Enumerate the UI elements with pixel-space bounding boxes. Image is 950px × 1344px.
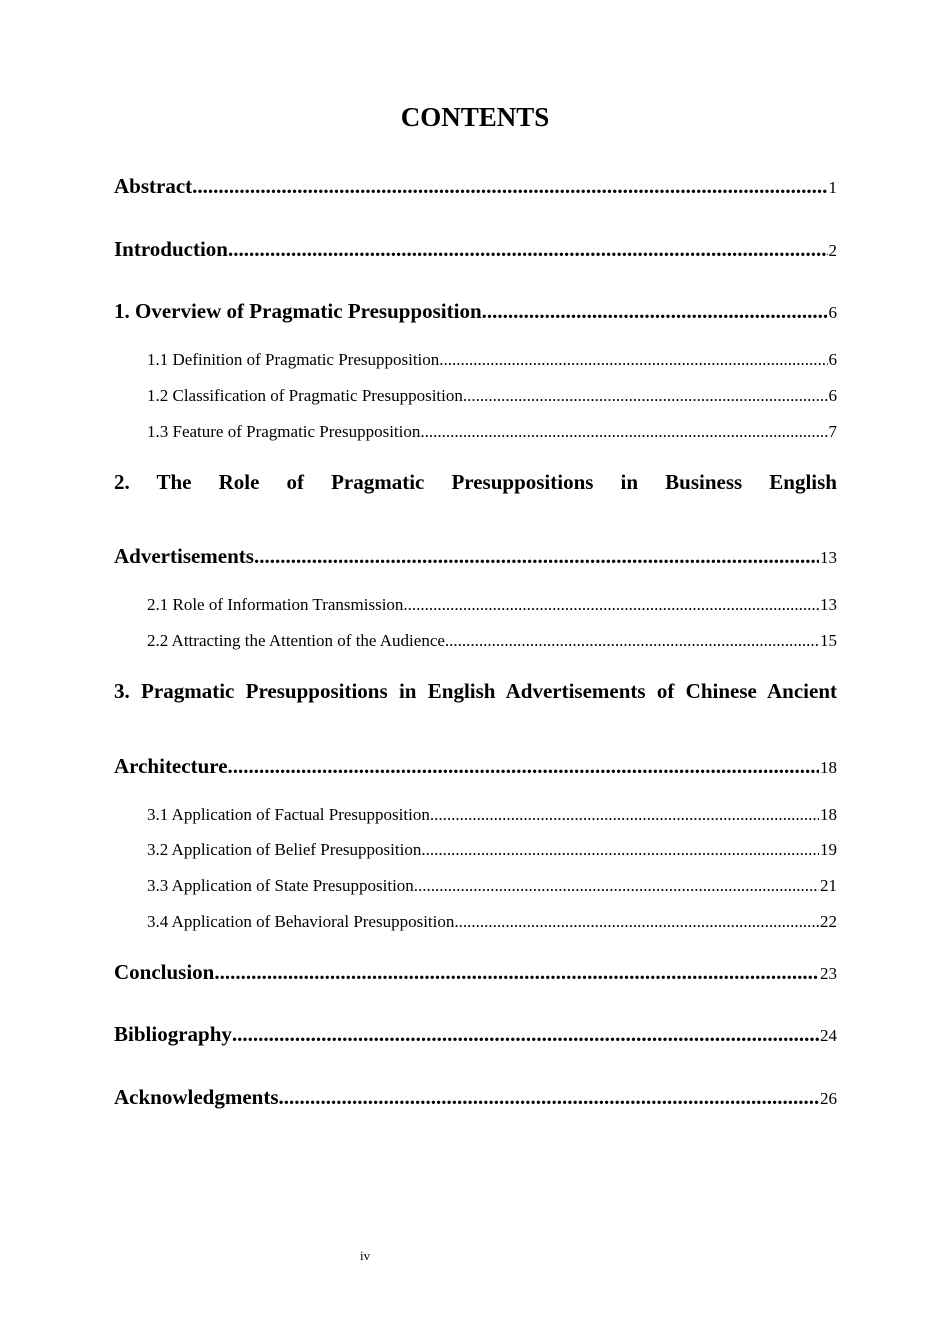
toc-page-number: 19 <box>820 840 837 859</box>
dot-leader <box>454 910 819 934</box>
page-title: CONTENTS <box>400 102 550 132</box>
toc-page-number: 2 <box>828 241 837 260</box>
toc-entry-chapter-1[interactable] <box>114 296 837 328</box>
toc-label: 1.3 Feature of Pragmatic Presupposition <box>147 422 421 441</box>
dot-leader <box>420 420 827 444</box>
dot-leader <box>279 1082 819 1112</box>
toc-entry-conclusion[interactable] <box>114 957 837 989</box>
toc-label: 3.4 Application of Behavioral Presupposition <box>147 912 455 931</box>
toc-label: 3.3 Application of State Presupposition <box>147 876 414 895</box>
toc-label: Conclusion <box>114 960 215 984</box>
toc-label: Bibliography <box>114 1022 232 1046</box>
toc-page-number: 21 <box>820 876 837 895</box>
toc-entry-section-1-1[interactable] <box>147 348 837 372</box>
toc-label: Architecture <box>114 754 228 778</box>
toc-entry-chapter-2-line1[interactable]: 2. The Role of Pragmatic Presuppositions in Business English <box>114 470 837 494</box>
toc-page-number: 13 <box>820 548 837 567</box>
toc-entry-section-2-1[interactable] <box>147 593 837 617</box>
toc-label: 2.1 Role of Information Transmission <box>147 595 404 614</box>
dot-leader <box>232 1019 819 1049</box>
toc-entry-section-1-3[interactable] <box>147 420 837 444</box>
toc-label: 1. Overview of Pragmatic Presupposition <box>114 299 482 323</box>
toc-label: 2.2 Attracting the Attention of the Audience <box>147 631 445 650</box>
toc-page-number: 1 <box>828 178 837 197</box>
dot-leader <box>414 874 819 898</box>
toc-page-number: 23 <box>820 964 837 983</box>
toc-entry-chapter-3-line1[interactable]: 3. Pragmatic Presuppositions in English Advertisements of Chinese Ancient <box>114 679 837 703</box>
toc-entry-section-3-2[interactable] <box>147 838 837 862</box>
toc-page-number: 24 <box>820 1026 837 1045</box>
toc-entry-chapter-3[interactable] <box>114 751 837 783</box>
toc-entry-section-3-4[interactable] <box>147 910 837 934</box>
toc-page-number: 26 <box>820 1089 837 1108</box>
toc-page-number: 18 <box>820 805 837 824</box>
toc-label: 1.1 Definition of Pragmatic Presupposition <box>147 350 440 369</box>
toc-page-number: 15 <box>820 631 837 650</box>
toc-entry-abstract[interactable] <box>114 171 837 203</box>
toc-page-number: 13 <box>820 595 837 614</box>
dot-leader <box>228 234 828 264</box>
dot-leader <box>482 296 828 326</box>
toc-entry-bibliography[interactable] <box>114 1019 837 1051</box>
dot-leader <box>421 838 819 862</box>
toc-entry-section-2-2[interactable] <box>147 629 837 653</box>
toc-page-number: 6 <box>828 303 837 322</box>
toc-entry-introduction[interactable] <box>114 234 837 266</box>
toc-page-number: 18 <box>820 758 837 777</box>
toc-entry-section-3-3[interactable] <box>147 874 837 898</box>
dot-leader <box>228 751 819 781</box>
dot-leader <box>463 384 828 408</box>
toc-page-number: 6 <box>828 386 837 405</box>
dot-leader <box>403 593 819 617</box>
toc-label: Advertisements <box>114 544 254 568</box>
toc-entry-acknowledgments[interactable] <box>114 1082 837 1114</box>
toc-page-number: 7 <box>828 422 837 441</box>
dot-leader <box>254 541 819 571</box>
toc-label: Acknowledgments <box>114 1085 279 1109</box>
toc-label: Abstract <box>114 174 193 198</box>
dot-leader <box>192 171 827 201</box>
toc-entry-chapter-2[interactable] <box>114 541 837 573</box>
toc-label: 3.1 Application of Factual Presupposition <box>147 805 430 824</box>
toc-page-number: 22 <box>820 912 837 931</box>
dot-leader <box>439 348 827 372</box>
toc-page-number: 6 <box>828 350 837 369</box>
dot-leader <box>430 803 819 827</box>
toc-entry-section-3-1[interactable] <box>147 803 837 827</box>
footer-page-number: iv <box>360 1248 371 1263</box>
toc-label: 3.2 Application of Belief Presupposition <box>147 840 422 859</box>
toc-entry-section-1-2[interactable] <box>147 384 837 408</box>
dot-leader <box>214 957 819 987</box>
dot-leader <box>445 629 819 653</box>
toc-label: 1.2 Classification of Pragmatic Presupposition <box>147 386 463 405</box>
toc-label: Introduction <box>114 237 228 261</box>
